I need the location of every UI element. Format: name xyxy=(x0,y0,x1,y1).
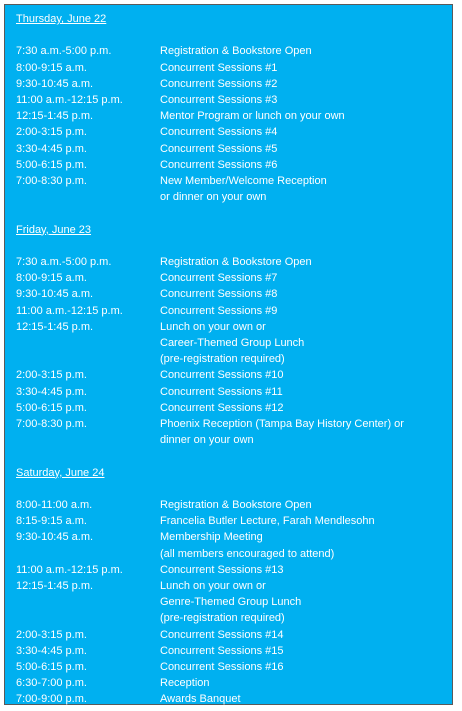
day-section xyxy=(16,222,452,449)
title-spacer xyxy=(16,481,452,497)
schedule-event xyxy=(160,124,452,140)
schedule-event-line: Concurrent Sessions #2 xyxy=(160,77,278,90)
schedule-panel xyxy=(4,4,453,705)
schedule-row xyxy=(16,319,452,368)
day-section xyxy=(16,11,452,205)
schedule-event xyxy=(160,319,452,368)
schedule-row xyxy=(16,643,452,659)
schedule-time: 11:00 a.m.-12:15 p.m. xyxy=(16,563,123,576)
schedule-row xyxy=(16,691,452,707)
schedule-row xyxy=(16,76,452,92)
schedule-row xyxy=(16,529,452,561)
schedule-event-line: Registration & Bookstore Open xyxy=(160,255,312,268)
schedule-row xyxy=(16,675,452,691)
schedule-event xyxy=(160,303,452,319)
schedule-event-line: Membership Meeting xyxy=(160,531,263,544)
schedule-time: 5:00-6:15 p.m. xyxy=(16,401,87,414)
schedule-event xyxy=(160,108,452,124)
schedule-event-line: Concurrent Sessions #5 xyxy=(160,142,278,155)
schedule-row xyxy=(16,400,452,416)
schedule-row xyxy=(16,270,452,286)
schedule-event-line: (all members encouraged to attend) xyxy=(160,547,335,560)
schedule-event-line: Mentor Program or lunch on your own xyxy=(160,110,345,123)
schedule-time: 6:30-7:00 p.m. xyxy=(16,677,87,690)
schedule-time: 5:00-6:15 p.m. xyxy=(16,661,87,673)
schedule-time: 9:30-10:45 a.m. xyxy=(16,288,94,301)
schedule-time: 9:30-10:45 a.m. xyxy=(16,531,94,544)
schedule-row xyxy=(16,384,452,400)
schedule-time: 12:15-1:45 p.m. xyxy=(16,579,94,592)
schedule-time: 2:00-3:15 p.m. xyxy=(16,126,87,139)
schedule-event-line: Concurrent Sessions #4 xyxy=(160,126,278,139)
schedule-row xyxy=(16,367,452,383)
schedule-time: 9:30-10:45 a.m. xyxy=(16,77,94,90)
schedule-event xyxy=(160,675,452,691)
schedule-time: 7:30 a.m.-5:00 p.m. xyxy=(16,45,112,58)
schedule-row xyxy=(16,303,452,319)
schedule-event-line: Concurrent Sessions #14 xyxy=(160,628,284,641)
title-spacer xyxy=(16,238,452,254)
day-title: Thursday, June 22 xyxy=(16,13,107,25)
schedule-event-line: New Member/Welcome Reception xyxy=(160,175,327,187)
schedule-time: 3:30-4:45 p.m. xyxy=(16,644,87,657)
schedule-row xyxy=(16,254,452,270)
schedule-event xyxy=(160,76,452,92)
schedule-event-line: Francelia Butler Lecture, Farah Mendlesohn xyxy=(160,515,375,528)
schedule-time: 11:00 a.m.-12:15 p.m. xyxy=(16,304,123,317)
schedule-row xyxy=(16,60,452,76)
schedule-row xyxy=(16,627,452,643)
schedule-event-line: Concurrent Sessions #13 xyxy=(160,563,284,576)
schedule-time: 7:00-9:00 p.m. xyxy=(16,693,87,706)
day-section xyxy=(16,465,452,708)
schedule-event xyxy=(160,416,452,448)
schedule-time: 11:00 a.m.-12:15 p.m. xyxy=(16,93,123,106)
schedule-event-line: Concurrent Sessions #3 xyxy=(160,93,278,106)
schedule-event xyxy=(160,92,452,108)
schedule-time: 7:00-8:30 p.m. xyxy=(16,418,87,430)
title-spacer xyxy=(16,27,452,43)
schedule-event xyxy=(160,173,452,205)
schedule-time: 8:15-9:15 a.m. xyxy=(16,515,87,528)
schedule-row xyxy=(16,92,452,108)
schedule-time: 7:00-8:30 p.m. xyxy=(16,175,87,187)
day-title: Friday, June 23 xyxy=(16,223,92,236)
schedule-row xyxy=(16,157,452,173)
schedule-event-line: Concurrent Sessions #11 xyxy=(160,385,283,398)
schedule-time: 3:30-4:45 p.m. xyxy=(16,142,87,155)
schedule-event-line: or dinner on your own xyxy=(160,191,267,204)
schedule-event-line: dinner on your own xyxy=(160,434,254,447)
schedule-event-line: Concurrent Sessions #6 xyxy=(160,158,278,171)
schedule-time: 7:30 a.m.-5:00 p.m. xyxy=(16,255,112,268)
schedule-row xyxy=(16,108,452,124)
day-spacer xyxy=(16,448,452,464)
schedule-event xyxy=(160,286,452,302)
schedule-event xyxy=(160,691,452,707)
schedule-row xyxy=(16,141,452,157)
schedule-event-line: Concurrent Sessions #9 xyxy=(160,304,278,317)
schedule-row xyxy=(16,497,452,513)
schedule-event-line: Concurrent Sessions #8 xyxy=(160,288,278,301)
schedule-event-line: Genre-Themed Group Lunch xyxy=(160,596,302,609)
schedule-row xyxy=(16,286,452,302)
schedule-time: 8:00-9:15 a.m. xyxy=(16,272,87,285)
schedule-event xyxy=(160,270,452,286)
schedule-row xyxy=(16,562,452,578)
schedule-time: 3:30-4:45 p.m. xyxy=(16,385,87,398)
schedule-event-line: Concurrent Sessions #12 xyxy=(160,401,284,414)
schedule-row xyxy=(16,173,452,205)
schedule-event xyxy=(160,43,452,59)
day-title: Saturday, June 24 xyxy=(16,466,105,479)
schedule-time: 12:15-1:45 p.m. xyxy=(16,110,94,123)
schedule-event xyxy=(160,400,452,416)
schedule-row xyxy=(16,124,452,140)
schedule-time: 8:00-9:15 a.m. xyxy=(16,61,87,74)
schedule-event-line: Reception xyxy=(160,677,210,690)
schedule-event xyxy=(160,367,452,383)
schedule-time: 12:15-1:45 p.m. xyxy=(16,320,94,333)
schedule-event-line: Concurrent Sessions #1 xyxy=(160,61,278,74)
schedule-event xyxy=(160,384,452,400)
schedule-event xyxy=(160,578,452,627)
schedule-event-line: Lunch on your own or xyxy=(160,320,266,333)
schedule-event xyxy=(160,497,452,513)
schedule-event xyxy=(160,643,452,659)
schedule-event-line: Phoenix Reception (Tampa Bay History Center) or xyxy=(160,418,404,430)
schedule-time: 2:00-3:15 p.m. xyxy=(16,628,87,641)
schedule-event xyxy=(160,659,452,675)
schedule-event xyxy=(160,529,452,561)
schedule-event-line: Concurrent Sessions #16 xyxy=(160,661,284,673)
schedule-row xyxy=(16,578,452,627)
schedule-row xyxy=(16,513,452,529)
schedule-event xyxy=(160,60,452,76)
schedule-event xyxy=(160,513,452,529)
schedule-event xyxy=(160,627,452,643)
schedule-event xyxy=(160,254,452,270)
schedule-event-line: Concurrent Sessions #10 xyxy=(160,369,284,382)
day-spacer xyxy=(16,205,452,221)
schedule-event-line: Concurrent Sessions #15 xyxy=(160,644,284,657)
schedule-event-line: (pre-registration required) xyxy=(160,612,285,625)
schedule-event xyxy=(160,157,452,173)
schedule-time: 8:00-11:00 a.m. xyxy=(16,498,93,511)
schedule-row xyxy=(16,416,452,448)
schedule-event-line: Career-Themed Group Lunch xyxy=(160,336,305,349)
schedule-row xyxy=(16,659,452,675)
schedule-event-line: Awards Banquet xyxy=(160,693,241,706)
schedule-event-line: Concurrent Sessions #7 xyxy=(160,272,278,285)
schedule-event-line: Registration & Bookstore Open xyxy=(160,498,312,511)
schedule-event-line: Registration & Bookstore Open xyxy=(160,45,312,58)
schedule-time: 5:00-6:15 p.m. xyxy=(16,158,87,171)
schedule-event xyxy=(160,562,452,578)
schedule-event-line: Lunch on your own or xyxy=(160,579,266,592)
schedule-row xyxy=(16,43,452,59)
schedule-time: 2:00-3:15 p.m. xyxy=(16,369,87,382)
schedule-event-line: (pre-registration required) xyxy=(160,353,285,366)
schedule-event xyxy=(160,141,452,157)
